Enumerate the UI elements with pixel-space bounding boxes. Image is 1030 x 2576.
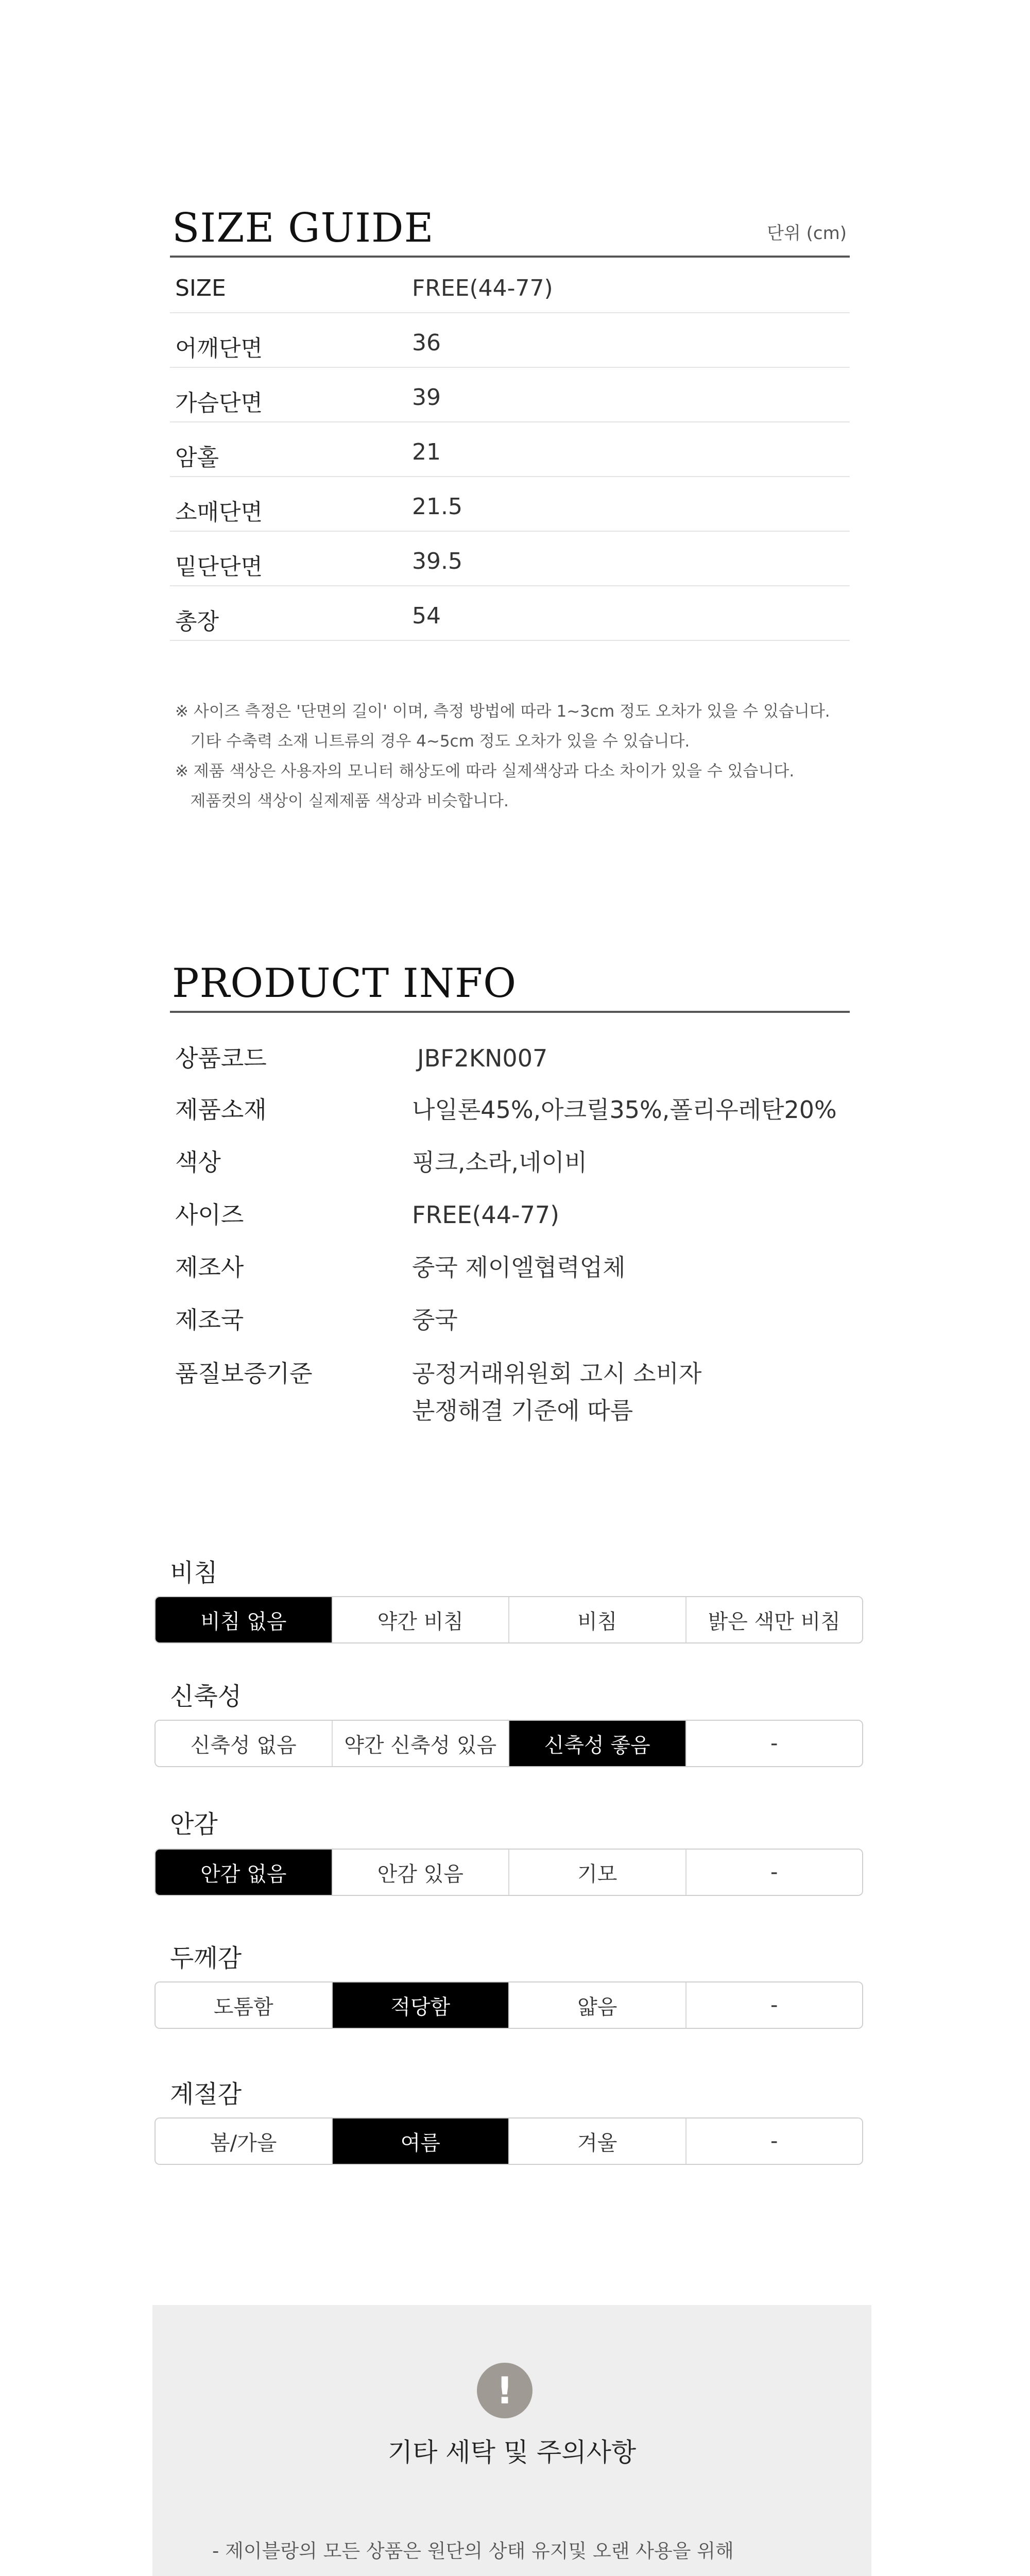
product-info-value: 중국 xyxy=(412,1306,458,1334)
product-info-value: 중국 제이엘협력업체 xyxy=(412,1253,626,1281)
product-info-label: 제조국 xyxy=(175,1306,244,1334)
season-selector xyxy=(154,2117,863,2165)
size-row-value: 21.5 xyxy=(412,494,462,520)
size-guide-header xyxy=(170,206,850,258)
sheerness-option[interactable]: 비침 xyxy=(509,1597,686,1642)
product-info-value-line2: 분쟁해결 기준에 따름 xyxy=(412,1397,633,1425)
sheerness-selector xyxy=(154,1596,863,1643)
size-note: ※ 사이즈 측정은 '단면의 길이' 이며, 측정 방법에 따라 1~3cm 정도 오차가 있을 수 있습니다. xyxy=(175,702,830,721)
lining-option[interactable]: 안감 없음 xyxy=(156,1850,333,1895)
stretch-selector xyxy=(154,1720,863,1767)
size-row-value: 21 xyxy=(412,439,441,465)
size-row-label: 가슴단면 xyxy=(175,390,263,416)
stretch-option[interactable]: 신축성 없음 xyxy=(156,1721,333,1766)
stretch-option[interactable]: 신축성 좋음 xyxy=(509,1721,686,1766)
season-option[interactable]: 여름 xyxy=(333,2119,510,2164)
exclamation-icon: ! xyxy=(477,2363,533,2418)
size-row-label: 총장 xyxy=(175,608,219,635)
season-option[interactable]: 봄/가을 xyxy=(156,2119,333,2164)
attr-label-season: 계절감 xyxy=(170,2080,242,2109)
thickness-option[interactable]: - xyxy=(686,1982,863,2028)
size-notes xyxy=(175,697,855,816)
product-info-value: FREE(44-77) xyxy=(412,1201,560,1229)
product-info-value: 공정거래위원회 고시 소비자 xyxy=(412,1360,702,1387)
size-row xyxy=(170,585,850,641)
lining-option[interactable]: - xyxy=(686,1850,863,1895)
product-info-label: 상품코드 xyxy=(175,1044,267,1072)
size-row-value: FREE(44-77) xyxy=(412,275,553,301)
thickness-selector xyxy=(154,1981,863,2029)
thickness-option[interactable]: 도톰함 xyxy=(156,1982,333,2028)
size-row-label: 암홀 xyxy=(175,445,219,471)
product-info-title: PRODUCT INFO xyxy=(172,960,517,1007)
product-info-header xyxy=(170,961,850,1013)
product-info-label: 사이즈 xyxy=(175,1201,244,1229)
attr-label-thickness: 두께감 xyxy=(170,1944,242,1973)
care-notice-box xyxy=(152,2305,871,2576)
size-row-label: 밑단단면 xyxy=(175,554,263,580)
sheerness-option[interactable]: 약간 비침 xyxy=(333,1597,510,1642)
product-info-value: 핑크,소라,네이비 xyxy=(412,1148,588,1176)
size-row xyxy=(170,476,850,532)
size-row xyxy=(170,258,850,313)
care-title: 기타 세탁 및 주의사항 xyxy=(387,2437,637,2467)
care-lines xyxy=(212,2532,862,2576)
size-row-value: 54 xyxy=(412,603,441,629)
size-row-label: 어깨단면 xyxy=(175,335,263,362)
size-row xyxy=(170,312,850,368)
lining-selector xyxy=(154,1849,863,1896)
lining-option[interactable]: 기모 xyxy=(509,1850,686,1895)
thickness-option[interactable]: 적당함 xyxy=(333,1982,510,2028)
size-note: 제품컷의 색상이 실제제품 색상과 비슷합니다. xyxy=(175,792,509,810)
stretch-option[interactable]: - xyxy=(686,1721,863,1766)
product-info-label: 제품소재 xyxy=(175,1096,267,1124)
size-note: ※ 제품 색상은 사용자의 모니터 해상도에 따라 실제색상과 다소 차이가 있을 수 있습니다. xyxy=(175,762,795,781)
thickness-option[interactable]: 얇음 xyxy=(509,1982,686,2028)
size-row-value: 39.5 xyxy=(412,548,462,574)
care-line: - 제이블랑의 모든 상품은 원단의 상태 유지및 오랜 사용을 위해 xyxy=(212,2540,734,2562)
size-row-value: 39 xyxy=(412,384,441,411)
product-info-label: 품질보증기준 xyxy=(175,1360,313,1387)
size-row-label: SIZE xyxy=(175,275,226,301)
size-unit-label: 단위 (cm) xyxy=(767,223,847,244)
size-guide-title: SIZE GUIDE xyxy=(172,205,434,251)
size-note: 기타 수축력 소재 니트류의 경우 4~5cm 정도 오차가 있을 수 있습니다. xyxy=(175,732,690,751)
size-row xyxy=(170,531,850,586)
product-info-label: 색상 xyxy=(175,1148,221,1176)
season-option[interactable]: - xyxy=(686,2119,863,2164)
product-info-value: JBF2KN007 xyxy=(417,1044,548,1072)
size-row xyxy=(170,367,850,422)
attr-label-lining: 안감 xyxy=(170,1810,218,1839)
sheerness-option[interactable]: 비침 없음 xyxy=(156,1597,333,1642)
size-row-value: 36 xyxy=(412,330,441,356)
sheerness-option[interactable]: 밝은 색만 비침 xyxy=(686,1597,863,1642)
care-line xyxy=(212,2571,862,2576)
attr-label-sheerness: 비침 xyxy=(170,1558,218,1587)
size-row xyxy=(170,421,850,477)
season-option[interactable]: 겨울 xyxy=(509,2119,686,2164)
product-info-label: 제조사 xyxy=(175,1253,244,1281)
lining-option[interactable]: 안감 있음 xyxy=(333,1850,510,1895)
attr-label-stretch: 신축성 xyxy=(170,1682,242,1711)
stretch-option[interactable]: 약간 신축성 있음 xyxy=(333,1721,510,1766)
product-info-value: 나일론45%,아크릴35%,폴리우레탄20% xyxy=(412,1096,837,1124)
size-row-label: 소매단면 xyxy=(175,499,263,526)
